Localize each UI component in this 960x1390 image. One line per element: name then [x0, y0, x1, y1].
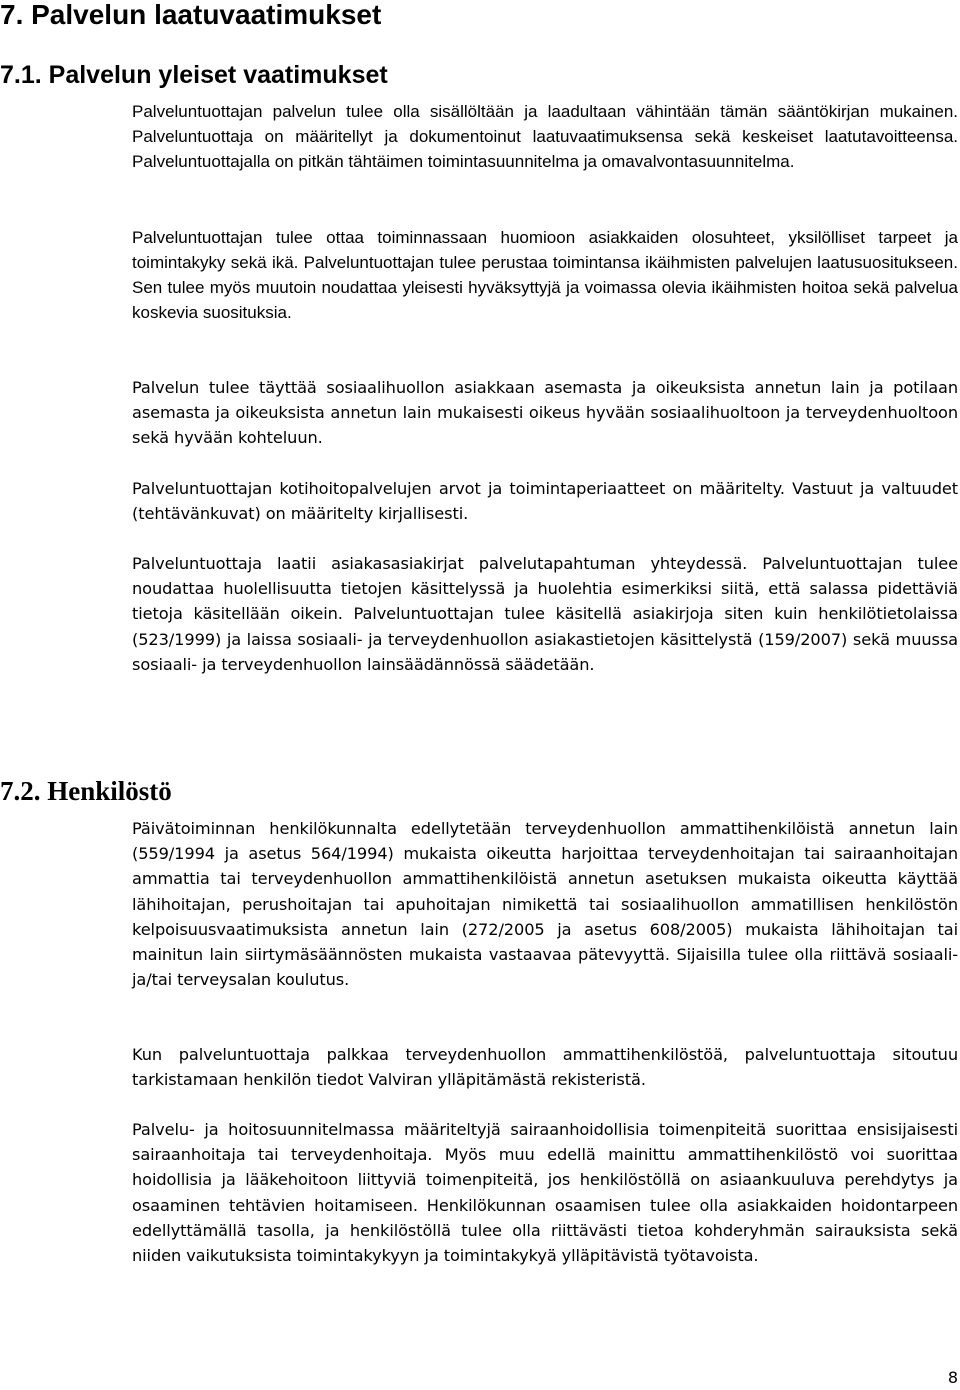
- page-number: 8: [947, 1368, 958, 1387]
- section-heading-general-requirements: 7.1. Palvelun yleiset vaatimukset: [0, 61, 388, 89]
- paragraph-4: Palveluntuottajan kotihoitopalvelujen arvot ja toimintaperiaatteet on määritelty. Vastuut ja valtuudet (tehtävänkuvat) on määritelty kirjallisesti.: [132, 479, 958, 524]
- section-heading-staff: 7.2. Henkilöstö: [0, 776, 172, 806]
- paragraph-2: Palveluntuottajan tulee ottaa toiminnassaan huomioon asiakkaiden olosuhteet, yksilölliset tarpeet ja toimintakyky sekä ikä. Palveluntuottajan tulee perustaa toimintansa ikäihmisten palvelujen laatusuositukseen. Sen tulee myös muutoin noudattaa yleisesti hyväksyttyjä ja voimassa olevia ikäihmisten hoitoa sekä palvelua koskevia suosituksia.: [132, 228, 958, 322]
- page-title: 7. Palvelun laatuvaatimukset: [0, 0, 382, 30]
- paragraph-7: Kun palveluntuottaja palkkaa terveydenhuollon ammattihenkilöstöä, palveluntuottaja sitoutuu tarkistamaan henkilön tiedot Valviran ylläpitämästä rekisteristä.: [132, 1045, 958, 1090]
- paragraph-6: Päivätoiminnan henkilökunnalta edellytetään terveydenhuollon ammattihenkilöistä annetun lain (559/1994 ja asetus 564/1994) mukaista oikeutta harjoittaa terveydenhoitajan tai sairaanhoitajan ammattia tai terveydenhuollon ammattihenkilöistä annetun asetuksen mukaista oikeutta käyttää lähihoitajan, perushoitajan tai apuhoitajan nimikettä tai sosiaalihuollon ammatillisen henkilöstön kelpoisuusvaatimuksista annetun lain (272/2005 ja asetus 608/2005) mukaista lähihoitajan tai mainitun lain siirtymäsäännösten mukaista vastaavaa pätevyyttä. Sijaisilla tulee olla riittävä sosiaali- ja/tai terveysalan koulutus.: [132, 819, 958, 990]
- paragraph-8: Palvelu- ja hoitosuunnitelmassa määriteltyjä sairaanhoidollisia toimenpiteitä suorittaa ensisijaisesti sairaanhoitaja tai terveydenhoitaja. Myös muu edellä mainittu ammattihenkilöstö voi suorittaa hoidollisia ja lääkehoitoon liittyviä toimenpiteitä, jos henkilöstöllä on asiaankuuluva perehdytys ja osaaminen tehtävien hoitamiseen. Henkilökunnan osaamisen tulee olla asiakkaiden hoidontarpeen edellyttämällä tasolla, ja henkilöstöllä tulee olla riittävästi tietoa kohderyhmän sairauksista sekä niiden vaikutuksista toimintakykyyn ja toimintakykyä ylläpitävistä työtavoista.: [132, 1120, 958, 1266]
- paragraph-1: Palveluntuottajan palvelun tulee olla sisällöltään ja laadultaan vähintään tämän sääntökirjan mukainen. Palveluntuottaja on määritellyt ja dokumentoinut laatuvaatimuksensa sekä keskeiset laatutavoitteensa. Palveluntuottajalla on pitkän tähtäimen toimintasuunnitelma ja omavalvontasuunnitelma.: [132, 102, 958, 171]
- paragraph-5: Palveluntuottaja laatii asiakasasiakirjat palvelutapahtuman yhteydessä. Palveluntuottajan tulee noudattaa huolellisuutta tietojen käsittelyssä ja huolehtia esimerkiksi siitä, että salassa pidettäviä tietoja käsitellään oikein. Palveluntuottajan tulee käsitellä asiakirjoja siten kuin henkilötietolaissa (523/1999) ja laissa sosiaali- ja terveydenhuollon asiakastietojen käsittelystä (159/2007) sekä muussa sosiaali- ja terveydenhuollon lainsäädännössä säädetään.: [132, 554, 958, 674]
- paragraph-3: Palvelun tulee täyttää sosiaalihuollon asiakkaan asemasta ja oikeuksista annetun lain ja potilaan asemasta ja oikeuksista annetun lain mukaisesti oikeus hyvään sosiaalihuoltoon ja terveydenhuoltoon sekä hyvään kohteluun.: [132, 378, 958, 448]
